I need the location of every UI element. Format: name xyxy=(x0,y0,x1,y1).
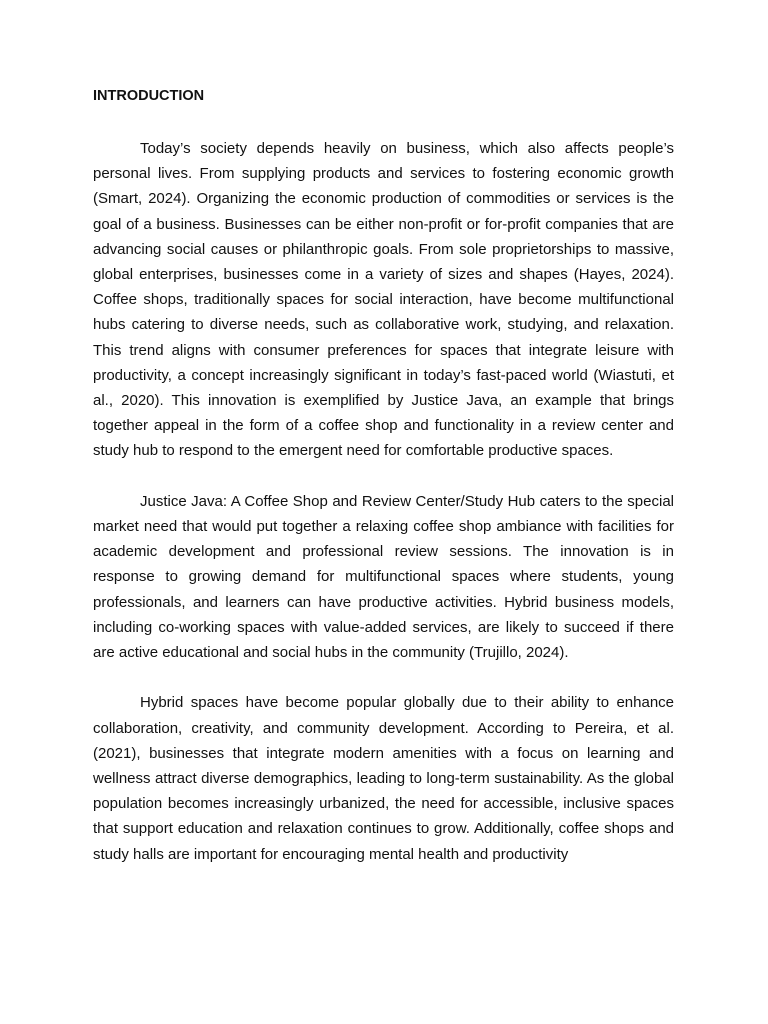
section-heading: INTRODUCTION xyxy=(93,88,205,104)
paragraph-2: Justice Java: A Coffee Shop and Review Center/Study Hub caters to the special market need that would put together a relaxing coffee shop ambiance with facilities for academic development and professional review sessions. The innovation is in response to growing demand for multifunctional spaces where students, young professionals, and learners can have productive activities. Hybrid business models, including co-working spaces with value-added services, are likely to succeed if there are active educational and social hubs in the community (Trujillo, 2024). xyxy=(93,492,674,662)
paragraph-3: Hybrid spaces have become popular globally due to their ability to enhance collaboration, creativity, and community development. According to Pereira, et al. (2021), businesses that integrate modern amenities with a focus on learning and wellness attract diverse demographics, leading to long-term sustainability. As the global population becomes increasingly urbanized, the need for accessible, inclusive spaces that support education and relaxation continues to grow. Additionally, coffee shops and study halls are important for encouraging mental health and productivity xyxy=(93,694,674,863)
document-body xyxy=(93,86,674,892)
paragraph-1: Today’s society depends heavily on business, which also affects people’s personal lives. From supplying products and services to fostering economic growth (Smart, 2024). Organizing the economic production of commodities or services is the goal of a business. Businesses can be either non-profit or for-profit companies that are advancing social causes or philanthropic goals. From sole proprietorships to massive, global enterprises, businesses come in a variety of sizes and shapes (Hayes, 2024). Coffee shops, traditionally spaces for social interaction, have become multifunctional hubs catering to diverse needs, such as collaborative work, studying, and relaxation. This trend aligns with consumer preferences for spaces that integrate leisure with productivity, a concept increasingly significant in today’s fast-paced world (Wiastuti, et al., 2020). This innovation is exemplified by Justice Java, an example that brings together appeal in the form of a coffee shop and functionality in a review center and study hub to respond to the emergent need for comfortable productive spaces. xyxy=(93,140,674,460)
